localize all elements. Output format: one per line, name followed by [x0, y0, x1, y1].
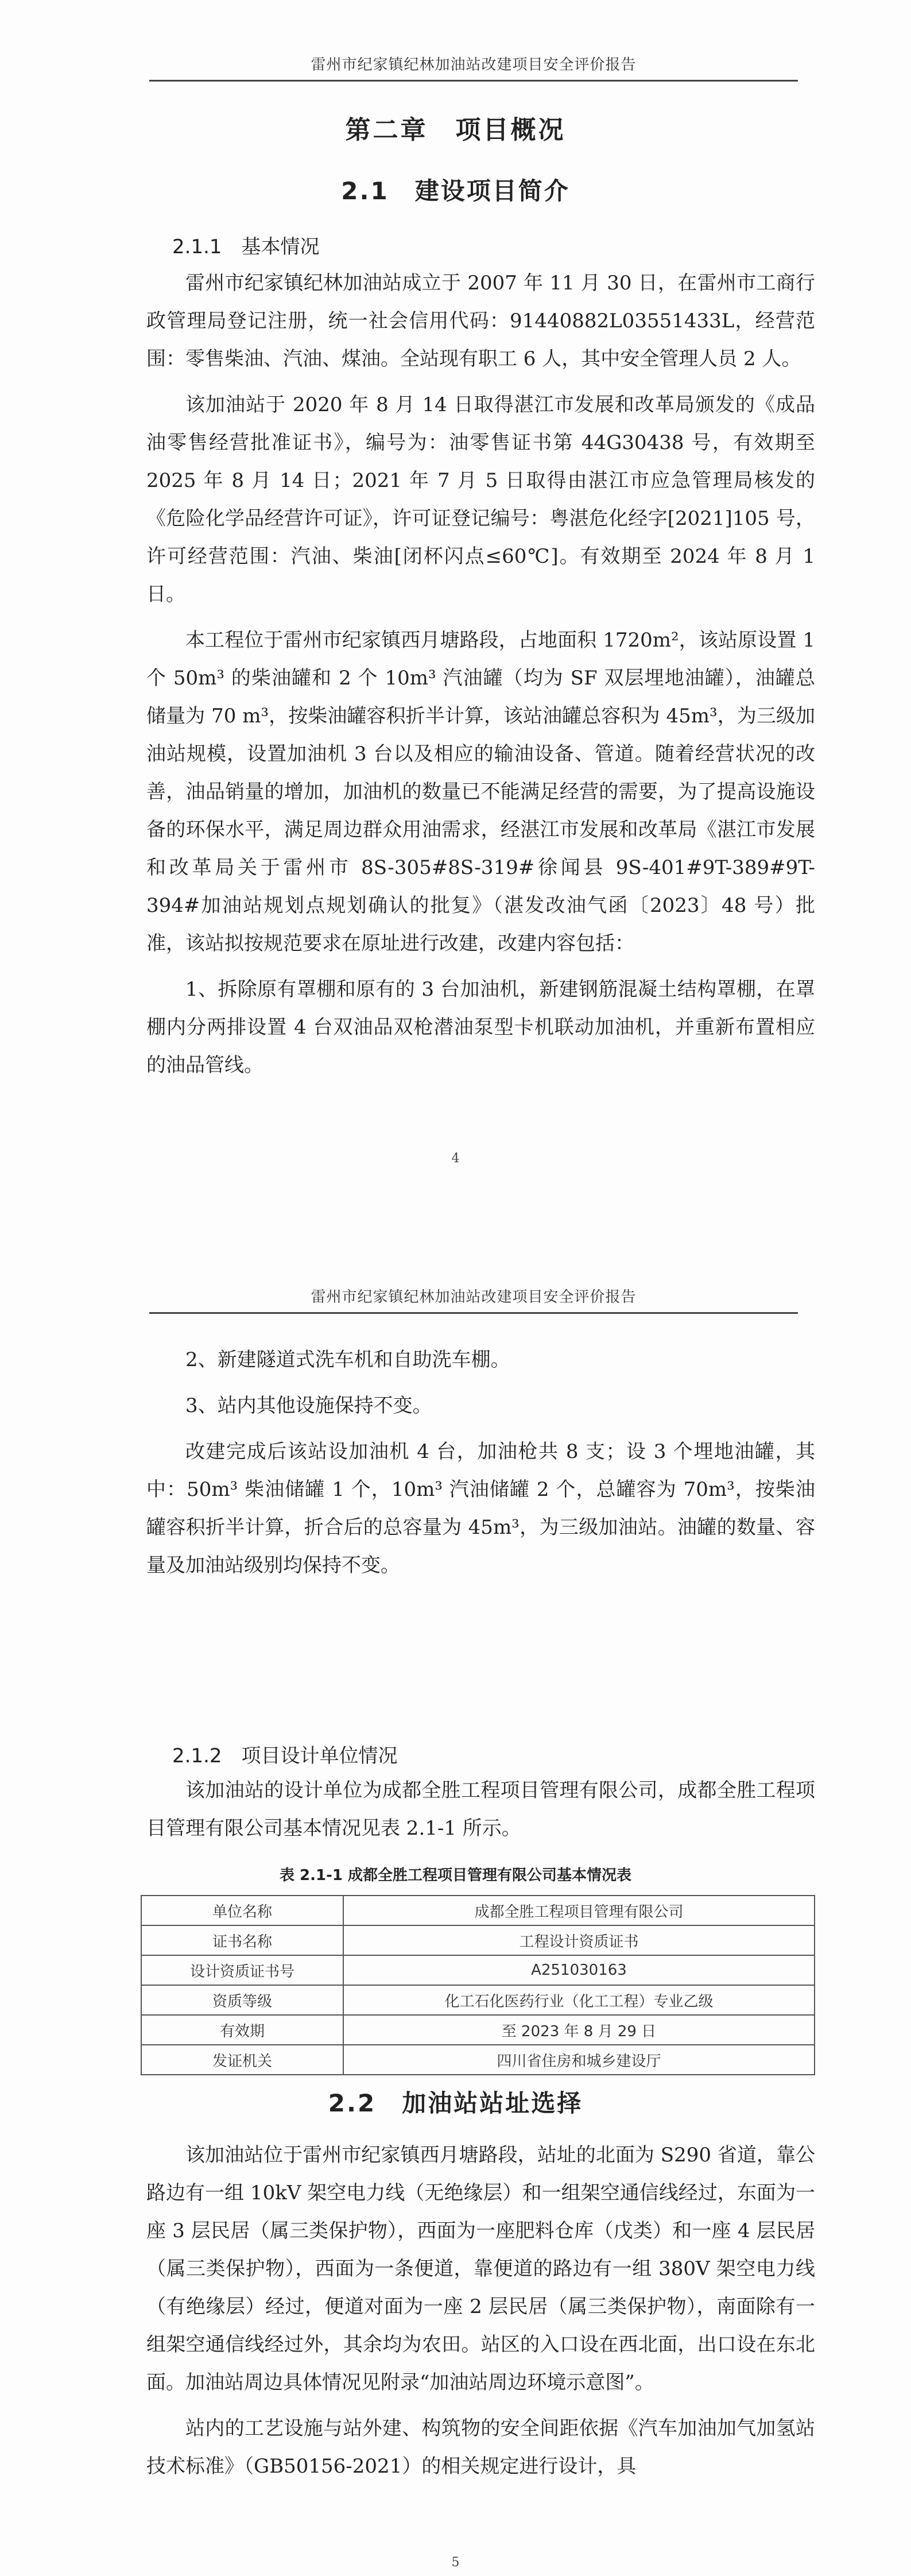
paragraph: 1、拆除原有罩棚和原有的 3 台加油机，新建钢筋混凝土结构罩棚，在罩棚内分两排设置 4 台双油品双枪潜油泵型卡机联动加油机，并重新布置相应的油品管线。	[146, 978, 815, 1077]
body-text	[146, 1341, 815, 1592]
paragraph: 该加油站位于雷州市纪家镇西月塘路段，站址的北面为 S290 省道，靠公路边有一组 10kV 架空电力线（无绝缘层）和一组架空通信线经过，东面为一座 3 层民居（属三类保护物），西面为一座肥料仓库（戊类）和一座 4 层民居（属三类保护物），西面为一条便道，靠便道的路边有一组 380V 架空电力线（有绝缘层）经过，便道对面为一座 2 层民居（属三类保护物），南面除有一组架空通信线经过外，其余均为农田。站区的入口设在西北面，出口设在东北面。加油站周边具体情况见附录“加油站周边环境示意图”。	[146, 2144, 815, 2394]
table-row	[141, 2015, 815, 2045]
body-text	[146, 264, 815, 1092]
running-header: 雷州市纪家镇纪林加油站改建项目安全评价报告	[149, 53, 798, 82]
body-text	[146, 2136, 815, 2493]
table-row	[141, 2045, 815, 2075]
subsection-title: 2.1.2 项目设计单位情况	[172, 1745, 398, 1767]
section-title: 2.2 加油站站址选择	[328, 2089, 583, 2117]
paragraph: 改建完成后该站设加油机 4 台，加油枪共 8 支；设 3 个埋地油罐，其中：50m³ 柴油储罐 1 个，10m³ 汽油储罐 2 个，总罐容为 70m³，按柴油罐容积折半计算，折合后的总容量为 45m³，为三级加油站。油罐的数量、容量及加油站级别均保持不变。	[146, 1440, 815, 1577]
paragraph: 本工程位于雷州市纪家镇西月塘路段，占地面积 1720m²，该站原设置 1 个 50m³ 的柴油罐和 2 个 10m³ 汽油罐（均为 SF 双层埋地油罐），油罐总储量为 70 m³，按柴油罐容积折半计算，该站油罐总容积为 45m³，为三级加油站规模，设置加油机 3 台以及相应的输油设备、管道。随着经营状况的改善，油品销量的增加，加油机的数量已不能满足经营的需要，为了提高设施设备的环保水平，满足周边群众用油需求，经湛江市发展和改革局《湛江市发展和改革局关于雷州市 8S-305#8S-319#徐闻县 9S-401#9T-389#9T-394#加油站规划点规划确认的批复》（湛发改油气函〔2023〕48 号）批准，该站拟按规范要求在原址进行改建，改建内容包括：	[146, 629, 815, 955]
paragraph: 3、站内其他设施保持不变。	[185, 1394, 432, 1417]
document-page-2	[0, 1235, 911, 2576]
subsection-title: 2.1.1 基本情况	[172, 235, 320, 258]
body-text	[146, 1772, 815, 1855]
table-value-cell: A251030163	[343, 1955, 815, 1985]
page-number: 5	[451, 2555, 460, 2570]
table-value-cell: 成都全胜工程项目管理有限公司	[343, 1896, 815, 1925]
page-number: 4	[451, 1151, 460, 1166]
table-value-cell: 工程设计资质证书	[343, 1925, 815, 1955]
table-value-cell: 四川省住房和城乡建设厅	[343, 2045, 815, 2075]
table-row	[141, 1955, 815, 1985]
paragraph: 该加油站的设计单位为成都全胜工程项目管理有限公司，成都全胜工程项目管理有限公司基本情况见表 2.1-1 所示。	[146, 1779, 815, 1840]
table-label-cell: 资质等级	[141, 1985, 343, 2015]
table-label-cell: 证书名称	[141, 1925, 343, 1955]
company-info-table	[141, 1895, 815, 2075]
chapter-title: 第二章 项目概况	[345, 115, 566, 145]
paragraph: 2、新建隧道式洗车机和自助洗车棚。	[185, 1348, 510, 1371]
paragraph: 雷州市纪家镇纪林加油站成立于 2007 年 11 月 30 日，在雷州市工商行政管理局登记注册，统一社会信用代码：91440882L03551433L，经营范围：零售柴油、汽油、煤油。全站现有职工 6 人，其中安全管理人员 2 人。	[146, 272, 815, 370]
table-label-cell: 设计资质证书号	[141, 1955, 343, 1985]
table-caption: 表 2.1-1 成都全胜工程项目管理有限公司基本情况表	[279, 1867, 632, 1884]
paragraph: 站内的工艺设施与站外建、构筑物的安全间距依据《汽车加油加气加氢站技术标准》（GB50156-2021）的相关规定进行设计，具	[146, 2417, 815, 2478]
table-value-cell: 化工石化医药行业（化工工程）专业乙级	[343, 1985, 815, 2015]
table-label-cell: 发证机关	[141, 2045, 343, 2075]
table-label-cell: 单位名称	[141, 1896, 343, 1925]
section-title: 2.1 建设项目简介	[341, 177, 570, 205]
running-header: 雷州市纪家镇纪林加油站改建项目安全评价报告	[149, 1285, 798, 1314]
table-row	[141, 1925, 815, 1955]
table-value-cell: 至 2023 年 8 月 29 日	[343, 2015, 815, 2045]
document-page-1	[0, 0, 911, 1235]
paragraph: 该加油站于 2020 年 8 月 14 日取得湛江市发展和改革局颁发的《成品油零售经营批准证书》，编号为：油零售证书第 44G30438 号，有效期至 2025 年 8 月 14 日；2021 年 7 月 5 日取得由湛江市应急管理局核发的《危险化学品经营许可证》，许可证登记编号：粤湛危化经字[2021]105 号，许可经营范围：汽油、柴油[闭杯闪点≤60℃]。有效期至 2024 年 8 月 1 日。	[146, 393, 815, 606]
table-row	[141, 1985, 815, 2015]
table-row	[141, 1896, 815, 1925]
table-label-cell: 有效期	[141, 2015, 343, 2045]
